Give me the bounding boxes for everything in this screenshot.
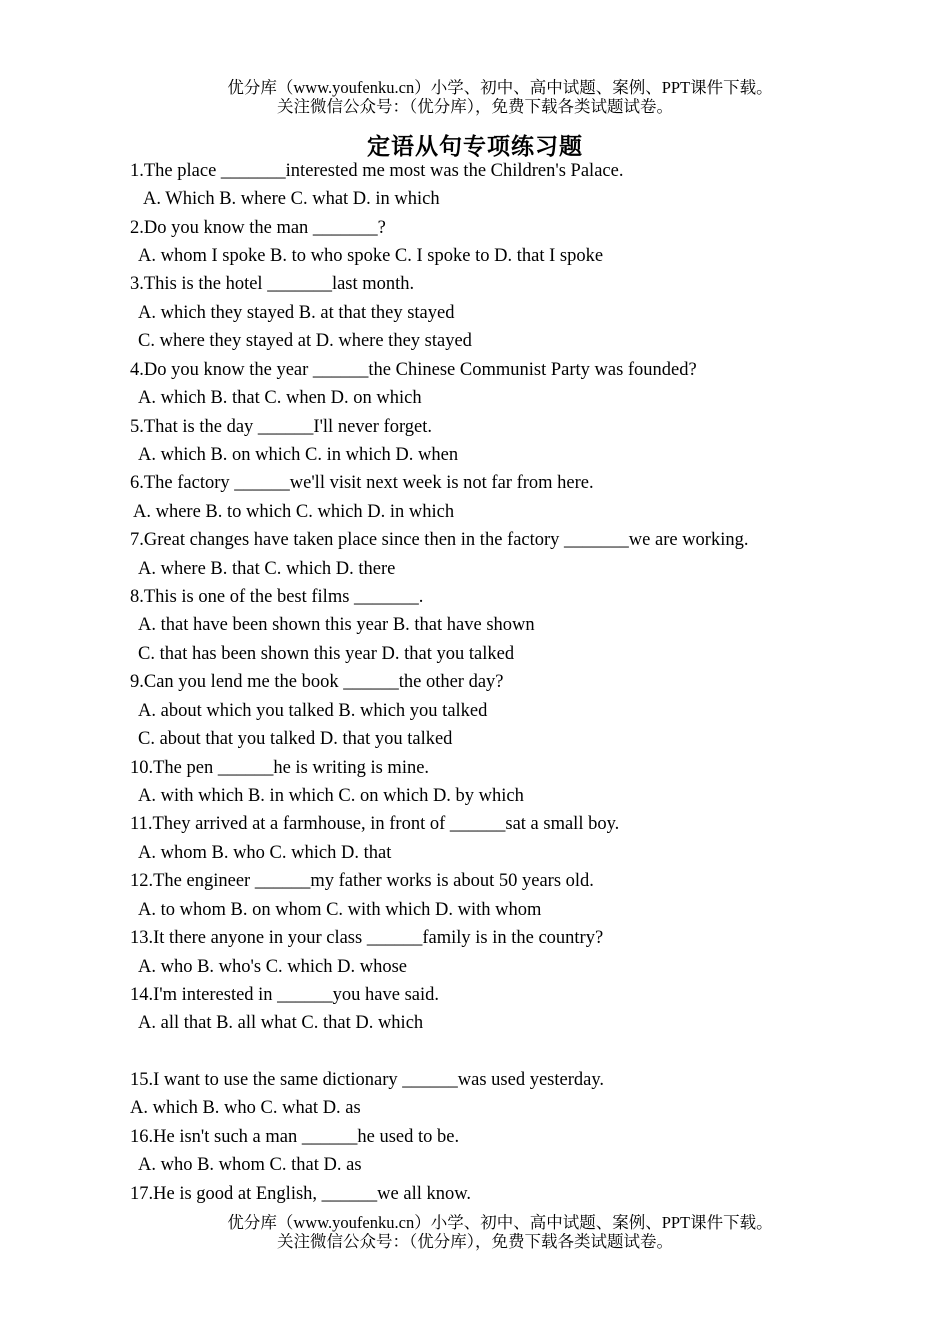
question-text: 11.They arrived at a farmhouse, in front of ______sat a small boy. <box>130 814 620 834</box>
answer-options: A. whom B. who C. which D. that <box>138 843 392 863</box>
answer-options: C. where they stayed at D. where they stayed <box>138 331 472 351</box>
question-text: 13.It there anyone in your class ______family is in the country? <box>130 928 604 948</box>
answer-options: A. about which you talked B. which you talked <box>138 701 488 721</box>
answer-options: A. which B. on which C. in which D. when <box>138 445 459 465</box>
answer-options: A. that have been shown this year B. that have shown <box>138 615 535 635</box>
question-text: 16.He isn't such a man ______he used to be. <box>130 1127 460 1147</box>
answer-options: A. who B. whom C. that D. as <box>138 1155 362 1175</box>
question-text: 2.Do you know the man _______? <box>130 218 386 238</box>
question-text: 5.That is the day ______I'll never forget. <box>130 417 432 437</box>
question-text: 7.Great changes have taken place since then in the factory _______we are working. <box>130 530 749 550</box>
document-title: 定语从句专项练习题 <box>367 134 583 160</box>
question-text: 17.He is good at English, ______we all know. <box>130 1184 472 1204</box>
answer-options: A. all that B. all what C. that D. which <box>138 1013 424 1033</box>
question-text: 1.The place _______interested me most was the Children's Palace. <box>130 161 624 181</box>
footer-line-2: 关注微信公众号：（优分库），免费下载各类试题试卷。 <box>277 1232 673 1251</box>
page-header <box>0 78 950 116</box>
question-text: 15.I want to use the same dictionary ______was used yesterday. <box>130 1070 605 1090</box>
question-text: 8.This is one of the best films _______. <box>130 587 424 607</box>
question-text: 12.The engineer ______my father works is about 50 years old. <box>130 871 594 891</box>
answer-options: A. whom I spoke B. to who spoke C. I spoke to D. that I spoke <box>138 246 604 266</box>
page-footer <box>0 1213 950 1251</box>
header-line-2: 关注微信公众号：（优分库），免费下载各类试题试卷。 <box>277 97 673 116</box>
answer-options: A. which B. who C. what D. as <box>130 1098 361 1118</box>
answer-options: A. where B. that C. which D. there <box>138 559 396 579</box>
question-text: 14.I'm interested in ______you have said. <box>130 985 440 1005</box>
question-text: 6.The factory ______we'll visit next week is not far from here. <box>130 473 594 493</box>
question-text: 4.Do you know the year ______the Chinese Communist Party was founded? <box>130 360 697 380</box>
answer-options: A. which they stayed B. at that they stayed <box>138 303 455 323</box>
answer-options: A. who B. who's C. which D. whose <box>138 957 408 977</box>
answer-options: A. to whom B. on whom C. with which D. with whom <box>138 900 542 920</box>
answer-options: A. Which B. where C. what D. in which <box>143 189 440 209</box>
answer-options: A. where B. to which C. which D. in which <box>133 502 455 522</box>
answer-options: A. which B. that C. when D. on which <box>138 388 422 408</box>
header-line-1: 优分库（www.youfenku.cn）小学、初中、高中试题、案例、PPT课件下载。 <box>227 78 773 97</box>
answer-options: C. that has been shown this year D. that you talked <box>138 644 515 664</box>
answer-options: C. about that you talked D. that you talked <box>138 729 453 749</box>
question-text: 9.Can you lend me the book ______the other day? <box>130 672 504 692</box>
footer-line-1: 优分库（www.youfenku.cn）小学、初中、高中试题、案例、PPT课件下载。 <box>227 1213 773 1232</box>
answer-options: A. with which B. in which C. on which D. by which <box>138 786 524 806</box>
question-text: 3.This is the hotel _______last month. <box>130 274 415 294</box>
question-text: 10.The pen ______he is writing is mine. <box>130 758 430 778</box>
